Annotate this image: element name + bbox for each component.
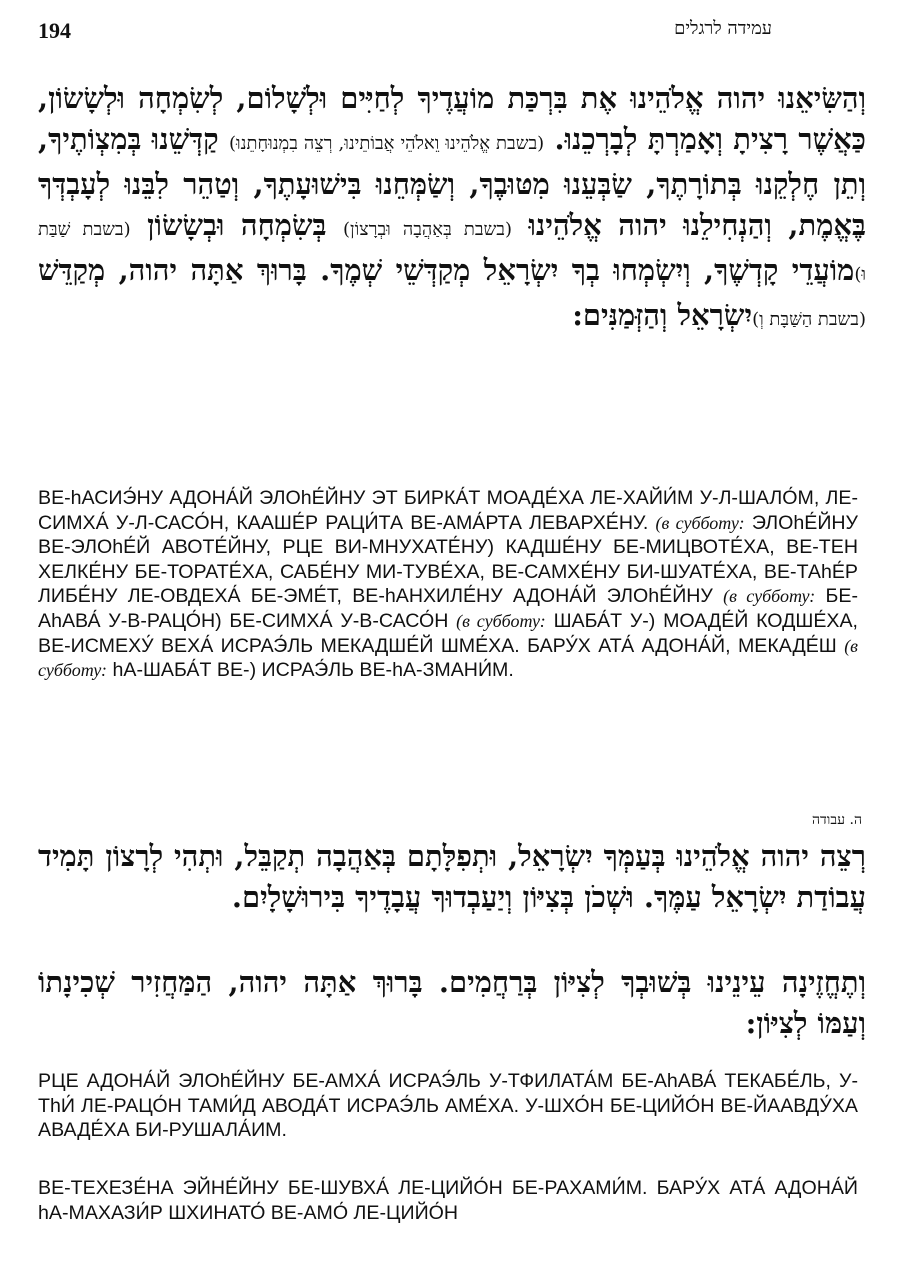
- section-label-avodah: ה. עבודה: [812, 812, 862, 828]
- translit-text: ШАБА́Т У-) МОАДЕ́Й КОДШЕ́ХА, ВЕ-ИСМЕХУ́ ВЕХА́ ИСРАЭ́ЛЬ МЕКАДШЕ́Й ШМЕ́ХА. БАРУ́Х АТА́ АДОНА́Й, МЕКАДЕ́Ш: [38, 609, 858, 657]
- hebrew-text: קַדְּשֵׁנוּ בְּמִצְוֹתֶיךָ, וְתֵן חֶלְקֵנוּ בְּתוֹרָתֶךָ, שַׂבְּעֵנוּ מִטּוּבֶךָ, וְשַׂמְּחֵנוּ בִּישׁוּעָתֶךָ, וְטַהֵר לִבֵּנוּ לְעָבְדְּךָ בֶּאֱמֶת, וְהַנְחִילֵנוּ יהוה אֱלֹהֵינוּ: [38, 122, 866, 242]
- transliteration-retzeh: РЦЕ АДОНА́Й ЭЛОhЕ́ЙНУ БЕ-АМХА́ ИСРАЭ́ЛЬ У-ТФИЛАТА́М БЕ-АhАВА́ ТЕКАБЕ́ЛЬ, У-ТhИ́ ЛЕ-РАЦО́Н ТАМИ́Д АВОДА́Т ИСРАЭ́ЛЬ АМЕ́ХА. У-ШХО́Н БЕ-ЦИЙО́Н ВЕ-ЙААВДУ́ХА АВАДЕ́ХА БИ-РУШАЛА́ИМ.: [38, 1070, 858, 1142]
- hebrew-text: יִשְׂרָאֵל וְהַזְּמַנִּים:: [572, 298, 753, 332]
- sabbath-note: (בשבת שַׁבַּת וּ): [38, 219, 866, 285]
- page-number: 194: [38, 18, 71, 43]
- sabbath-note-label: (в субботу:: [38, 635, 858, 681]
- translit-text: БЕ-АhАВА́ У-В-РАЦО́Н) БЕ-СИМХА́ У-В-САСО́Н: [38, 585, 858, 632]
- sabbath-note: (בשבת בְּאַהֲבָה וּבְרָצוֹן): [342, 219, 512, 240]
- translit-text: ВЕ-hАСИЭ́НУ АДОНА́Й ЭЛОhЕ́ЙНУ ЭТ БИРКА́Т МОАДЕ́ХА ЛЕ-ХАЙИ́М У-Л-ШАЛО́М, ЛЕ-СИМХА́ У-Л-САСО́Н, КААШЕ́Р РАЦИ́ТА ВЕ-АМА́РТА ЛЕВАРХЕ́НУ.: [38, 487, 858, 534]
- page-header: [0, 18, 900, 42]
- sabbath-note-label: (в субботу:: [723, 586, 816, 607]
- sabbath-note: (בשבת אֱלֹהֵינוּ וֵאלֹהֵי אֲבוֹתֵינוּ, רְצֵה בִמְנוּחָתֵנוּ): [228, 133, 545, 154]
- hebrew-text: בְּשִׂמְחָה וּבְשָׂשׂוֹן: [147, 208, 327, 242]
- sabbath-note-label: (в субботу:: [456, 610, 546, 631]
- hebrew-prayer-retzeh: רְצֵה יהוה אֱלֹהֵינוּ בְּעַמְּךָ יִשְׂרָאֵל, וּתְפִלָּתָם בְּאַהֲבָה תְקַבֵּל, וּתְהִי לְרָצוֹן תָּמִיד עֲבוֹדַת יִשְׂרָאֵל עַמֶּךָ. וּשְׁכֹן בְּצִיּוֹן וְיַעַבְדוּךָ עֲבָדֶיךָ בִּירוּשָׁלָיִם.: [38, 839, 866, 914]
- hebrew-text: וְהַשִּׂיאֵנוּ יהוה אֱלֹהֵינוּ אֶת בִּרְכַּת מוֹעֲדֶיךָ לְחַיִּים וּלְשָׁלוֹם, לְשִׂמְחָה וּלְשָׂשׂוֹן, כַּאֲשֶׁר רָצִיתָ וְאָמַרְתָּ לְבָרְכֵנוּ.: [38, 81, 866, 156]
- translit-text: hА-ШАБА́Т ВЕ-) ИСРАЭ́ЛЬ ВЕ-hА-ЗМАНИ́М.: [112, 659, 514, 682]
- hebrew-text: מוֹעֲדֵי קָדְשֶׁךָ, וְיִשְׂמְחוּ בְךָ יִשְׂרָאֵל מְקַדְּשֵׁי שְׁמֶךָ. בָּרוּךְ אַתָּה יהוה, מְקַדֵּשׁ: [38, 253, 855, 287]
- running-head: עמידה לרגלים: [674, 18, 772, 39]
- hebrew-prayer-festival-blessing: [38, 78, 866, 340]
- hebrew-prayer-vetechezena: וְתֶחֱזֶינָה עֵינֵינוּ בְּשׁוּבְךָ לְצִיּוֹן בְּרַחֲמִים. בָּרוּךְ אַתָּה יהוה, הַמַּחֲזִיר שְׁכִינָתוֹ וְעַמּוֹ לְצִיּוֹן:: [38, 965, 866, 1040]
- sabbath-note-label: (в субботу:: [655, 512, 745, 533]
- translit-text: ЭЛОhЕ́ЙНУ ВЕ-ЭЛОhЕ́Й АВОТЕ́ЙНУ, РЦЕ ВИ-МНУХАТЕ́НУ) КАДШЕ́НУ БЕ-МИЦВОТЕ́ХА, ВЕ-ТЕН ХЕЛКЕ́НУ БЕ-ТОРАТЕ́ХА, САБЕ́НУ МИ-ТУВЕ́ХА, ВЕ-САМХЕ́НУ БИ-ШУАТЕ́ХА, ВЕ-ТАhЕ́Р ЛИБЕ́НУ ЛЕ-ОВДЕХА́ БЕ-ЭМЕ́Т, ВЕ-hАНХИЛЕ́НУ АДОНА́Й ЭЛОhЕ́ЙНУ: [38, 511, 859, 608]
- sabbath-note: (בשבת הַשַּׁבָּת וְ): [752, 309, 866, 330]
- transliteration-vetechezena: ВЕ-ТЕХЕЗЕ́НА ЭЙНЕ́ЙНУ БЕ-ШУВХА́ ЛЕ-ЦИЙО́Н БЕ-РАХАМИ́М. БАРУ́Х АТА́ АДОНА́Й hА-МАХАЗИ́Р ШХИНАТО́ ВЕ-АМО́ ЛЕ-ЦИЙО́Н: [38, 1177, 858, 1224]
- transliteration-festival-blessing: [38, 486, 858, 683]
